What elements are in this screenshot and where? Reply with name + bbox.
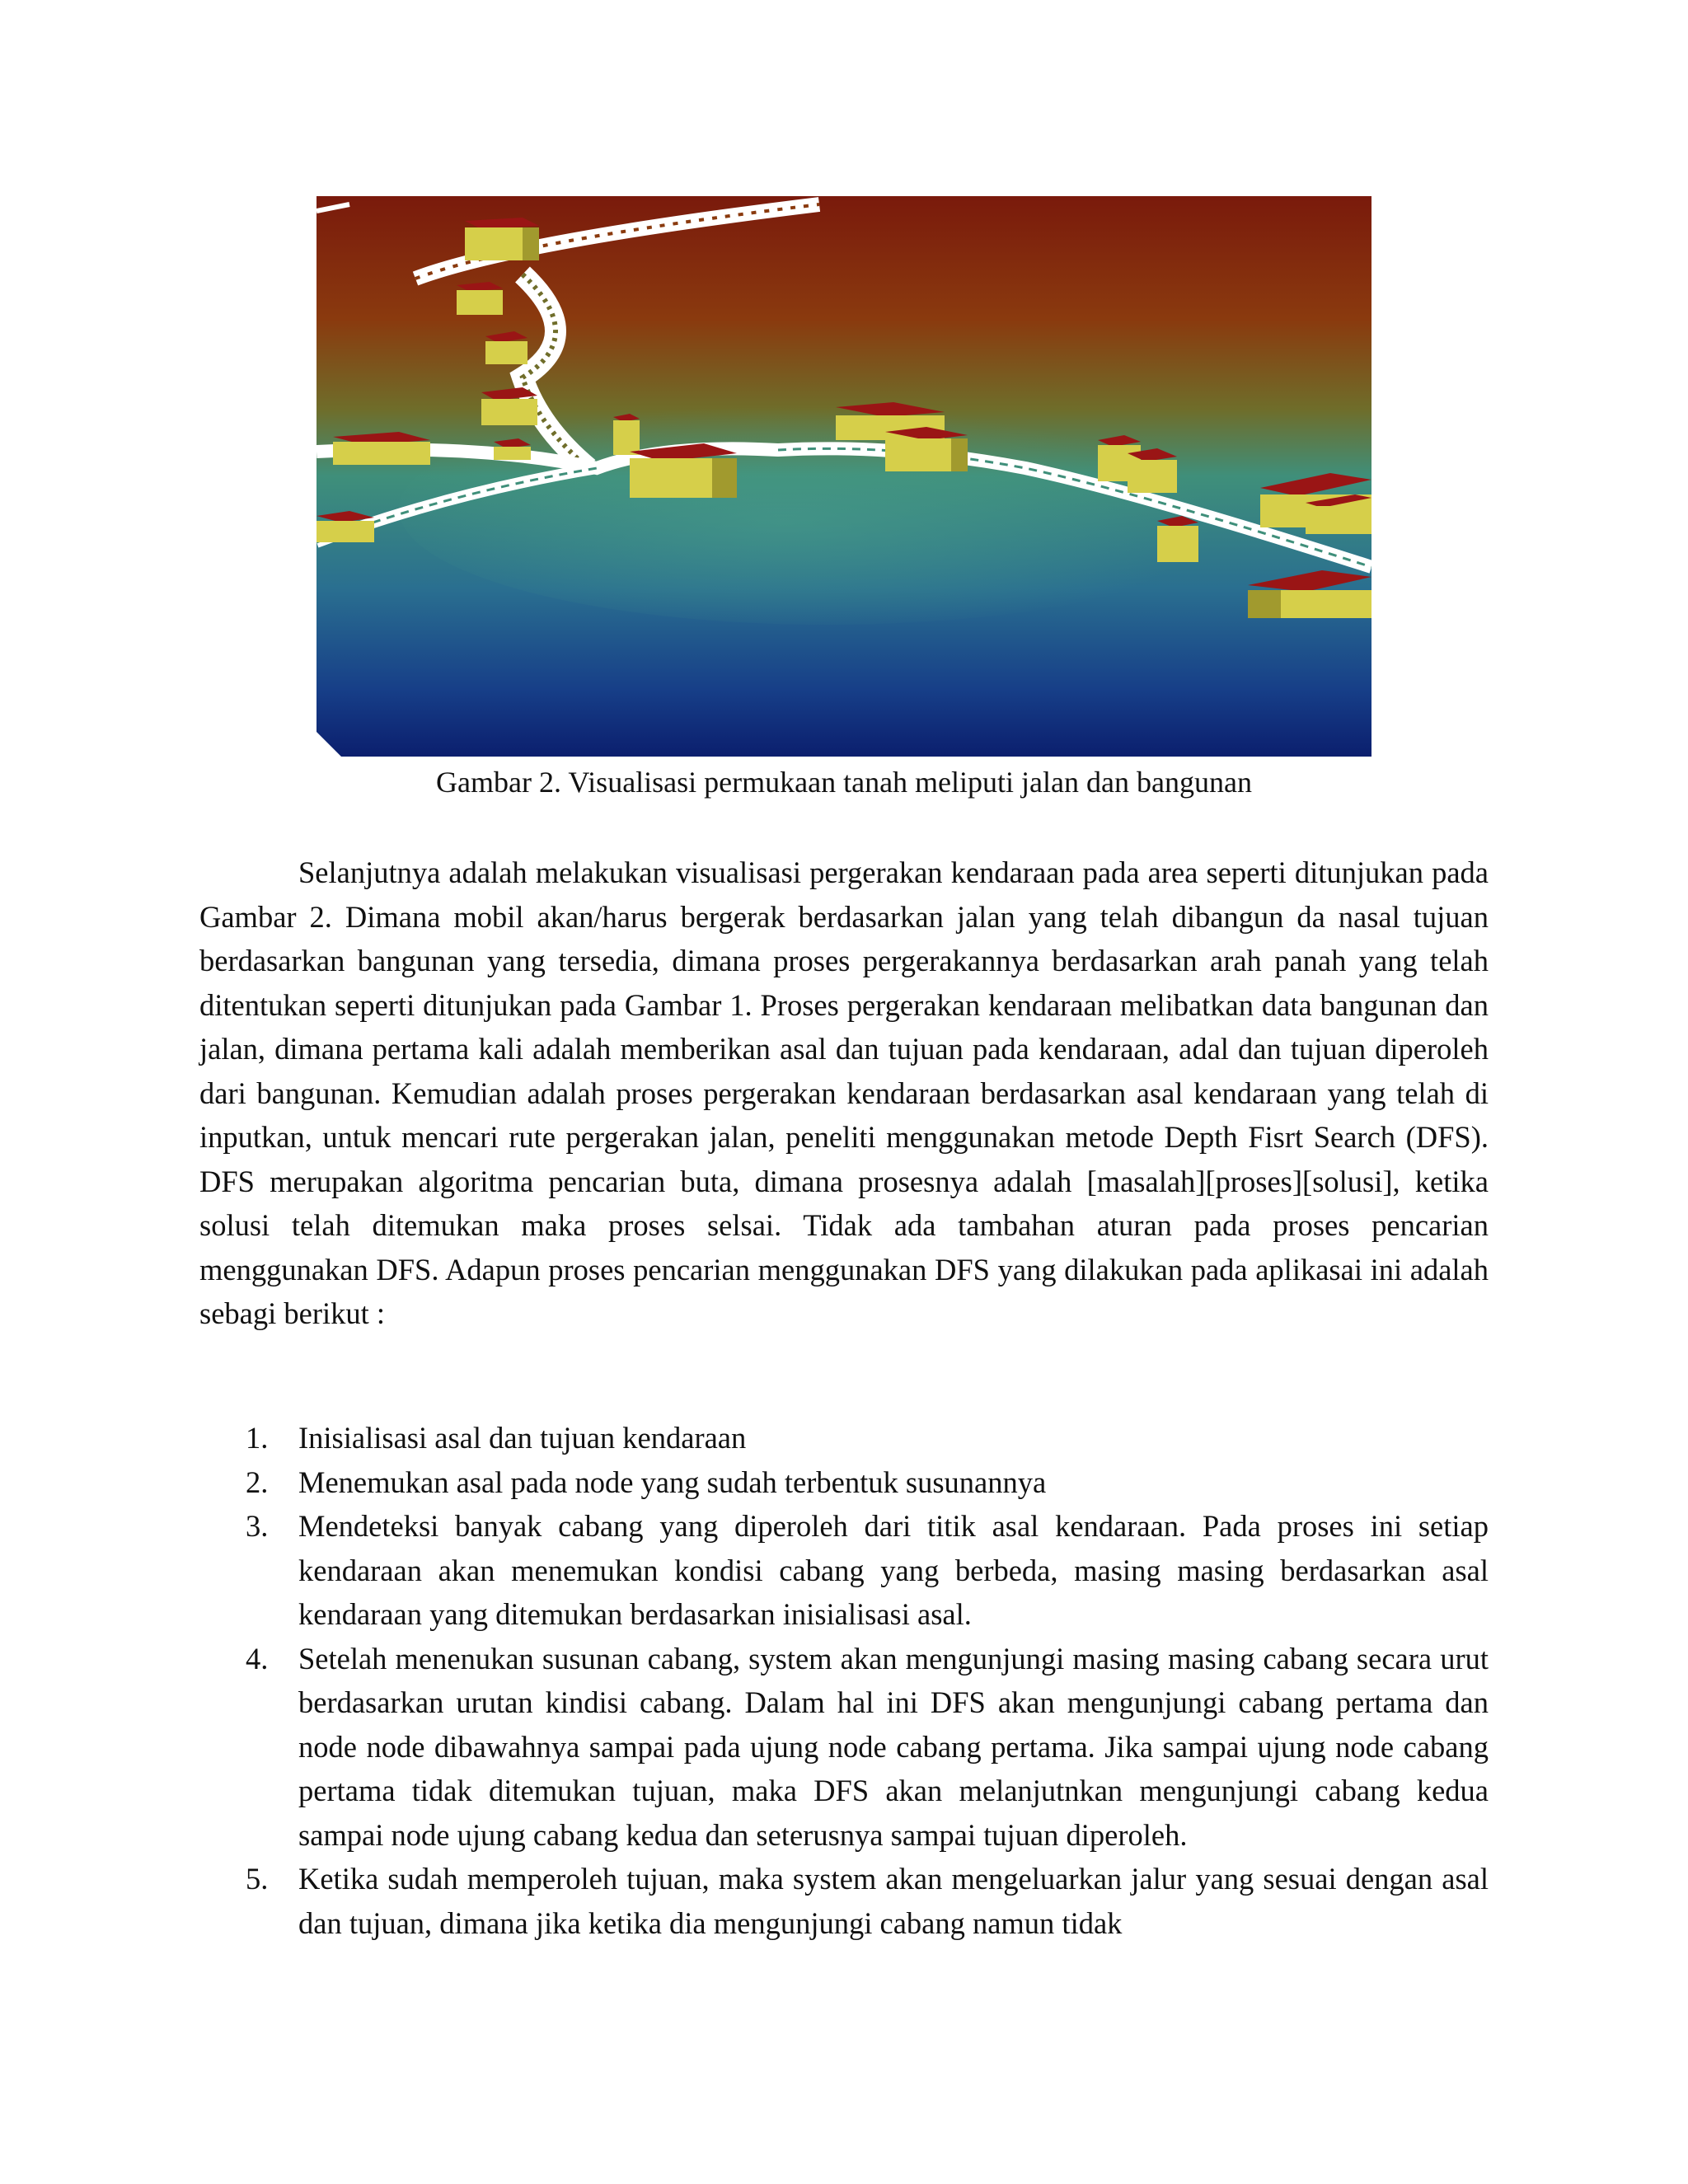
list-item-text: Ketika sudah memperoleh tujuan, maka system akan mengeluarkan jalur yang sesuai dengan asal dan tujuan, dimana jika ketika dia mengunjungi cabang namun tidak [298, 1862, 1489, 1940]
building [465, 218, 539, 260]
figure-caption: Gambar 2. Visualisasi permukaan tanah meliputi jalan dan bangunan [436, 766, 1252, 799]
list-item-number: 4. [246, 1641, 269, 1675]
list-item-text: Menemukan asal pada node yang sudah terbentuk susunannya [298, 1465, 1047, 1499]
building [1128, 448, 1177, 493]
terrain-visualization-figure [316, 196, 1372, 757]
building [885, 427, 968, 471]
body-paragraph: Selanjutnya adalah melakukan visualisasi pergerakan kendaraan pada area seperti ditunjukan pada Gambar 2. Dimana mobil akan/harus bergerak berdasarkan jalan yang telah dibangun da nasal tujuan berdasarkan bangunan yang tersedia, dimana proses pergerakannya berdasarkan arah panah yang telah ditentukan seperti ditunjukan pada Gambar 1. Proses pergerakan kendaraan melibatkan data bangunan dan jalan, dimana pertama kali adalah memberikan asal dan tujuan pada kendaraan, adal dan tujuan diperoleh dari bangunan. Kemudian adalah proses pergerakan kendaraan berdasarkan asal kendaraan yang telah di inputkan, untuk mencari rute pergerakan jalan, peneliti menggunakan metode Depth Fisrt Search (DFS). DFS merupakan algoritma pencarian buta, dimana prosesnya adalah [masalah][proses][solusi], ketika solusi telah ditemukan maka proses selsai. Tidak ada tambahan aturan pada proses pencarian menggunakan DFS. Adapun proses pencarian menggunakan DFS yang dilakukan pada aplikasai ini adalah sebagi berikut : [199, 855, 1489, 1330]
building [481, 387, 537, 425]
building [1157, 516, 1198, 562]
list-item-text: Inisialisasi asal dan tujuan kendaraan [298, 1421, 747, 1455]
list-item [199, 1504, 1489, 1637]
list-item-text: Mendeteksi banyak cabang yang diperoleh dari titik asal kendaraan. Pada proses ini setiap kendaraan akan menemukan kondisi cabang yang berbeda, masing masing berdasarkan asal kendaraan yang ditemukan berdasarkan inisialisasi asal. [298, 1509, 1489, 1631]
list-item-text: Setelah menenukan susunan cabang, system akan mengunjungi masing masing cabang secara urut berdasarkan urutan kindisi cabang. Dalam hal ini DFS akan mengunjungi cabang pertama dan node node dibawahnya sampai pada ujung node cabang pertama. Jika sampai ujung node cabang pertama tidak ditemukan tujuan, maka DFS akan melanjutnkan mengunjungi cabang kedua sampai node ujung cabang kedua dan seterusnya sampai tujuan diperoleh. [298, 1641, 1489, 1852]
list-item [199, 1460, 1489, 1505]
list-item-number: 1. [246, 1421, 269, 1455]
list-item [199, 1857, 1489, 1945]
terrain-visualization-image [316, 196, 1372, 757]
list-item-number: 5. [246, 1862, 269, 1896]
list-item [199, 1416, 1489, 1460]
list-item-number: 3. [246, 1509, 269, 1543]
building [457, 282, 503, 315]
building [316, 511, 374, 542]
dfs-steps-list [199, 1416, 1489, 1945]
building [630, 443, 737, 498]
list-item-number: 2. [246, 1465, 269, 1499]
list-item [199, 1637, 1489, 1858]
building [485, 331, 528, 364]
building [333, 432, 430, 465]
